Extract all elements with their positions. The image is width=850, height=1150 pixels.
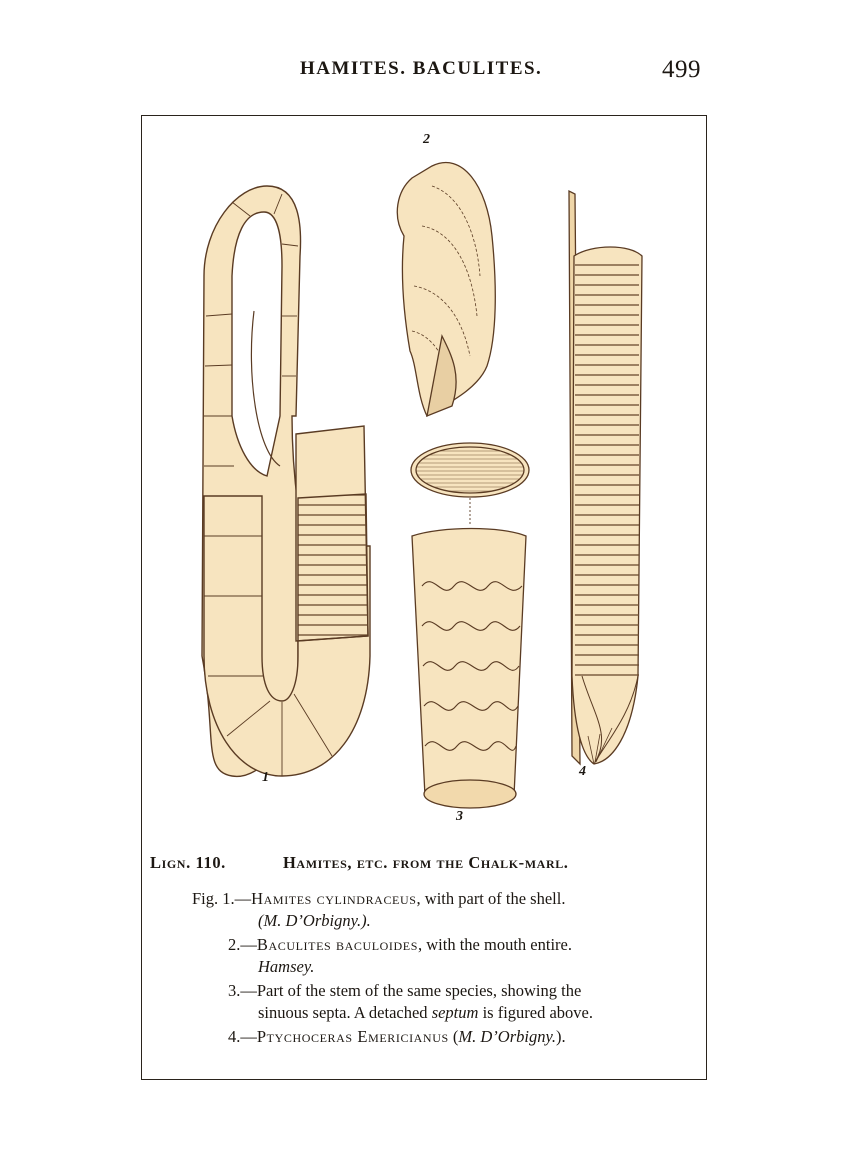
item-lead: 4.— <box>228 1027 257 1046</box>
item-text: sinuous septa. A detached <box>258 1003 432 1022</box>
ptychoceras-figure <box>569 191 642 764</box>
figure-number-1: 1 <box>262 770 269 785</box>
baculites-stem-figure <box>412 529 526 809</box>
caption-item-2-line-2: Hamsey. <box>258 957 315 976</box>
caption-item-1-line-2: (M. D’Orbigny.). <box>258 911 371 930</box>
species-name: Ptychoceras Emericianus <box>256 1027 449 1046</box>
plate-label: Lign. 110. <box>150 853 226 872</box>
caption-item-3 <box>228 980 581 1002</box>
septum-figure <box>411 443 529 526</box>
baculites-mouth-figure <box>397 162 495 416</box>
species-name: Baculites baculoides <box>256 935 419 954</box>
fossil-illustration <box>142 116 706 836</box>
item-lead: 3.— <box>228 981 257 1000</box>
figure-number-2: 2 <box>423 132 430 147</box>
item-text: Part of the stem of the same species, showing the <box>256 981 582 1000</box>
item-text: ( <box>448 1027 459 1046</box>
item-lead: Fig. 1.— <box>192 889 252 908</box>
plate-title: Hamites, etc. from the Chalk-marl. <box>283 853 569 872</box>
caption-item-2 <box>228 934 572 956</box>
item-authority: M. D’Orbigny. <box>458 1027 556 1046</box>
figure-number-3: 3 <box>456 809 463 824</box>
caption-item-1 <box>192 888 565 910</box>
fossil-plate <box>142 116 706 836</box>
item-text: ). <box>556 1027 566 1046</box>
caption-item-4 <box>228 1026 566 1048</box>
figure-number-4: 4 <box>579 764 586 779</box>
item-text: , with part of the shell. <box>416 889 566 908</box>
item-emphasis: septum <box>431 1003 479 1022</box>
page-number: 499 <box>662 56 701 83</box>
caption-item-3-line-2 <box>258 1002 593 1024</box>
item-lead: 2.— <box>228 935 257 954</box>
species-name: Hamites cylindraceus <box>251 889 417 908</box>
hamites-figure <box>202 186 370 776</box>
item-text: is figured above. <box>478 1003 593 1022</box>
running-head: HAMITES. BACULITES. <box>300 58 543 79</box>
item-text: , with the mouth entire. <box>418 935 572 954</box>
